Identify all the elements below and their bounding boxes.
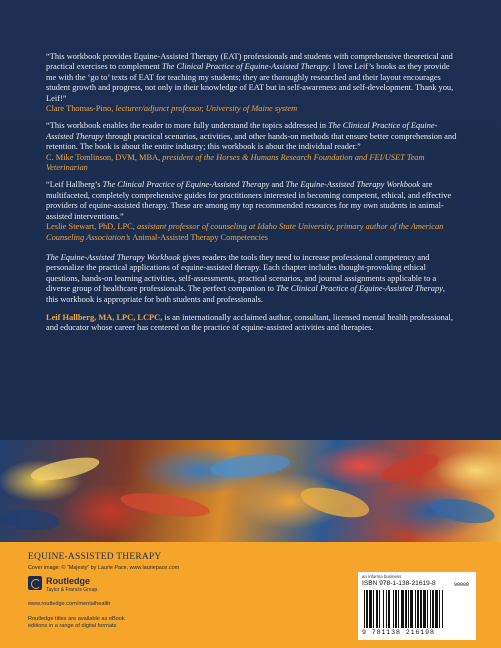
series-title: EQUINE-ASSISTED THERAPY: [28, 552, 162, 562]
barcode-bar: [393, 590, 394, 628]
quote-text: and: [269, 180, 286, 190]
paint-stroke: [378, 449, 441, 487]
barcode-bar: [388, 590, 390, 628]
barcode-bar: [439, 590, 440, 628]
quote-text: The Clinical Practice of Equine-Assisted Therapy: [102, 180, 270, 190]
publisher-url[interactable]: www.routledge.com/mentalhealth: [28, 601, 111, 607]
barcode-icon: [364, 590, 470, 628]
barcode-bar: [386, 590, 387, 628]
endorsement-attribution: [46, 104, 457, 114]
attribution-name: C. Mike Tomlinson, DVM, MBA,: [46, 152, 163, 162]
barcode-bar: [427, 590, 428, 628]
endorsement-quote: [46, 180, 457, 222]
paint-stroke: [429, 495, 497, 528]
cover-painting-strip: [0, 440, 501, 542]
author-name: Leif Hallberg, MA, LPC, LCPC,: [46, 312, 163, 322]
barcode-bar: [417, 590, 419, 628]
barcode-bar: [383, 590, 384, 628]
barcode-bar: [430, 590, 431, 628]
routledge-logo-icon: [28, 576, 42, 590]
description-text: The Clinical Practice of Equine-Assisted Therapy: [276, 284, 443, 294]
barcode-bar: [379, 590, 380, 628]
paint-stroke: [298, 482, 372, 523]
description-text: The Equine-Assisted Therapy Workbook: [46, 252, 181, 262]
barcode-bar: [369, 590, 372, 628]
description-text: , this workbook is appropriate for both students and professionals.: [46, 284, 445, 304]
paint-stroke: [0, 508, 61, 532]
paint-stroke: [209, 451, 291, 481]
author-bio-text: is an internationally acclaimed author, consultant, licensed mental health professional, and educator whose career has centered on the practice of equine-assisted activities and therapies.: [46, 312, 453, 333]
endorsement-quote: [46, 52, 457, 104]
footer-band: [0, 542, 501, 648]
barcode-bar: [366, 590, 368, 628]
publisher-subtitle: Taylor & Francis Group: [46, 587, 98, 593]
barcode-bar: [364, 590, 365, 628]
barcode-bar: [398, 590, 399, 628]
barcode-bar: [415, 590, 416, 628]
endorsement-attribution: [46, 222, 457, 243]
isbn-text: ISBN 978-1-138-21619-8: [362, 580, 436, 587]
attribution-role: lecturer/adjunct professor, University of Maine system: [115, 104, 298, 114]
barcode-bar: [442, 590, 443, 628]
quote-text: are multifaceted, completely comprehensive guides for practitioners interested in becoming competent, ethical, and effective providers of equine-assisted therapy. These are among my top recommended resources for my own students in animal-assisted interventions.”: [46, 180, 452, 221]
barcode-bar: [405, 590, 407, 628]
attribution-name: Clare Thomas-Pino,: [46, 104, 116, 114]
quote-text: “This workbook provides Equine-Assisted Therapy (EAT) professionals and students with comprehensive theoretical and practical exercises to complement: [46, 52, 453, 72]
attribution-tail: Animal-Assisted Therapy Competencies: [132, 232, 268, 242]
barcode-bar: [423, 590, 426, 628]
endorsement-attribution: [46, 153, 457, 174]
informa-label: an informa business: [362, 574, 402, 579]
barcode-bar: [410, 590, 413, 628]
publisher-name: Routledge: [46, 576, 90, 586]
quote-text: “This workbook enables the reader to more fully understand the topics addressed in: [46, 121, 329, 131]
quote-text: The Equine-Assisted Therapy Workbook: [285, 180, 421, 190]
quote-text: “Leif Hallberg’s: [46, 180, 103, 190]
quote-text: through practical scenarios, activities, and other hands-on methods that ensure better comprehension and retention. The book is about the entire industry; this workbook is about the individual reader.”: [46, 131, 457, 152]
endorsement-quote: [46, 121, 457, 152]
barcode-bar: [395, 590, 397, 628]
attribution-role: president of the Horses & Humans Research Foundation and FEI/USET Team Veterinarian: [46, 152, 425, 173]
price-code: 90000: [454, 582, 470, 588]
attribution-role: assistant professor of counseling at Idaho State University, primary author of the American Counseling Association’s: [46, 222, 444, 242]
cover-credit: Cover image: © “Majesty” by Laurie Pace, www.lauriepace.com: [28, 565, 180, 571]
book-description: [46, 253, 457, 305]
quote-text: The Clinical Practice of Equine-Assisted Therapy: [161, 62, 329, 72]
barcode-bar: [432, 590, 434, 628]
attribution-name: Leslie Stewart, PhD, LPC,: [46, 222, 137, 232]
isbn-barcode-panel: [358, 572, 476, 640]
barcode-bar: [373, 590, 374, 628]
description-text: gives readers the tools they need to increase professional competency and personalize the practical applications of equine-assisted therapy. Each chapter includes thought-provoking ethical questions, hands-on learning activities, self-assessments, practical scenarios, and journal assignments applicable to a diverse group of healthcare professionals. The perfect companion to: [46, 252, 437, 294]
author-bio: [46, 313, 457, 334]
paint-stroke: [29, 453, 101, 485]
barcode-bar: [376, 590, 378, 628]
quote-text: . I love Leif’s books as they provide me with the ‘go to’ texts of EAT for teaching my students; they are thoroughly researched and their layout encourages student growth and progress, not only in their knowledge of EAT but in self-awareness and self-development. Thank you, Leif!”: [46, 62, 454, 103]
barcode-bar: [408, 590, 409, 628]
ebook-note: Routledge titles are available as eBook editions in a range of digital formats: [28, 616, 125, 629]
barcode-bar: [435, 590, 438, 628]
barcode-digits: 9 781138 216198: [362, 629, 435, 636]
barcode-bar: [401, 590, 404, 628]
quote-text: The Clinical Practice of Equine-Assisted Therapy: [46, 121, 438, 141]
paint-stroke: [119, 489, 211, 521]
barcode-bar: [420, 590, 422, 628]
endorsements: [46, 52, 457, 243]
